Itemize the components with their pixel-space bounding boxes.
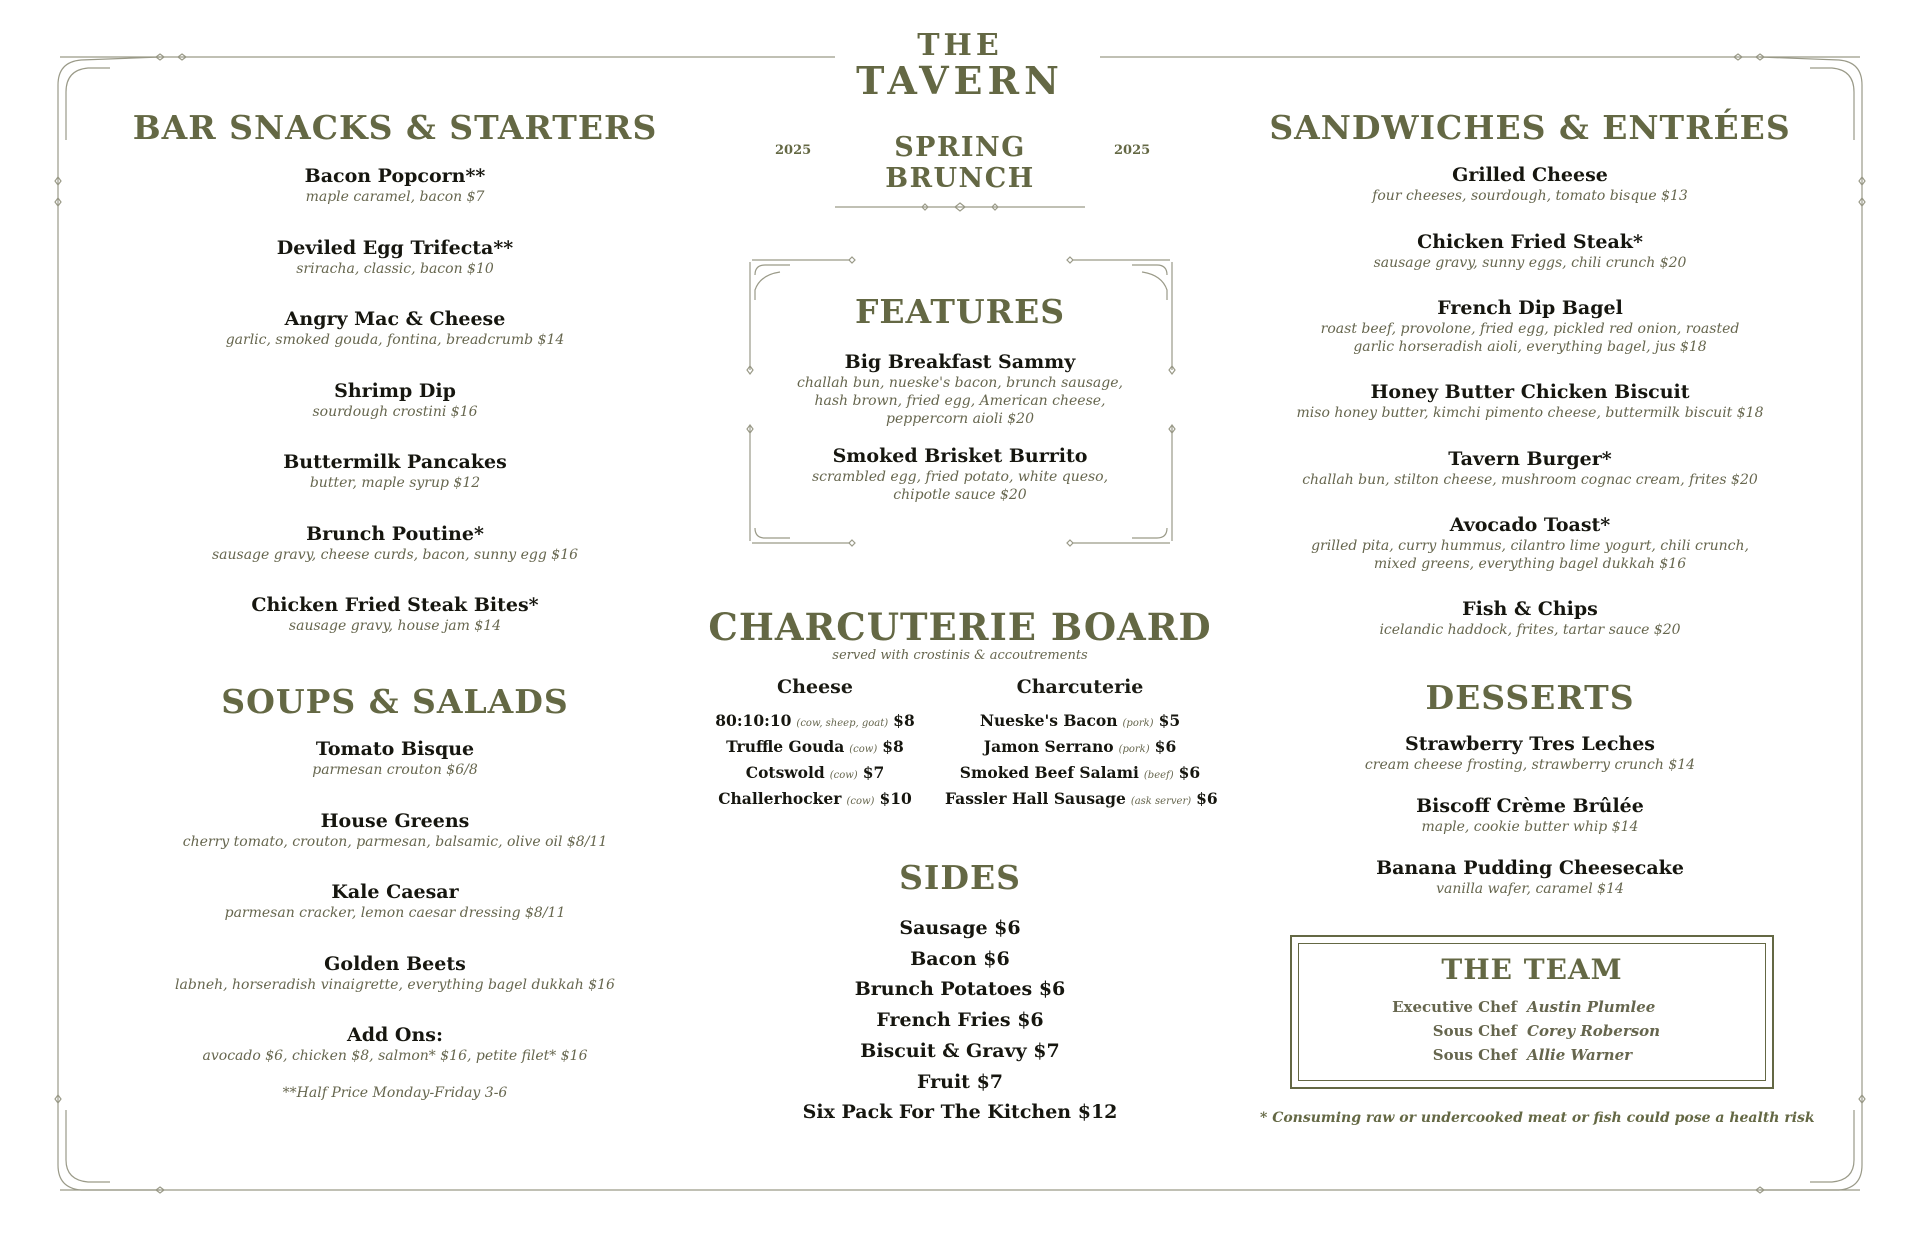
item-name: Add Ons: bbox=[346, 1024, 443, 1046]
item-desc: four cheeses, sourdough, tomato bisque $13 bbox=[1372, 188, 1688, 204]
meat-tag: (ask server) bbox=[1130, 796, 1192, 807]
health-warning: * Consuming raw or undercooked meat or fish could pose a health risk bbox=[1260, 1110, 1815, 1126]
cheese-list bbox=[700, 709, 930, 813]
menu-item bbox=[1290, 597, 1770, 639]
team-name: Allie Warner bbox=[1527, 1046, 1633, 1064]
menu-item bbox=[150, 307, 640, 379]
charcuterie-heading: CHARCUTERIE BOARD bbox=[708, 605, 1212, 649]
item-name: French Dip Bagel bbox=[1437, 297, 1623, 319]
menu-item bbox=[1290, 230, 1770, 297]
menu-item bbox=[770, 444, 1150, 504]
cheese-tag: (cow) bbox=[849, 744, 878, 755]
menu-item bbox=[1290, 296, 1770, 380]
meat-price: $6 bbox=[1154, 737, 1177, 756]
item-desc: cherry tomato, crouton, parmesan, balsamic, olive oil $8/11 bbox=[182, 833, 608, 850]
item-desc: challah bun, stilton cheese, mushroom cognac cream, frites $20 bbox=[1302, 471, 1758, 488]
item-name: House Greens bbox=[320, 809, 470, 832]
cheese-name: 80:10:10 bbox=[715, 711, 792, 730]
item-name: Tavern Burger* bbox=[1448, 447, 1612, 470]
menu-item bbox=[1290, 380, 1770, 447]
cheese-price: $8 bbox=[893, 711, 915, 730]
features-list bbox=[770, 350, 1150, 504]
item-desc: grilled pita, curry hummus, cilantro lime yogurt, chili crunch, bbox=[1311, 538, 1749, 554]
meat-price: $6 bbox=[1178, 763, 1201, 782]
sandwiches-heading: SANDWICHES & ENTRÉES bbox=[1269, 108, 1791, 147]
item-name: Grilled Cheese bbox=[1452, 164, 1608, 186]
item-desc: roast beef, provolone, fried egg, pickled red onion, roasted bbox=[1320, 321, 1740, 337]
item-name: Bacon Popcorn** bbox=[304, 165, 486, 187]
meat-price: $5 bbox=[1158, 711, 1181, 730]
meat-name: Fassler Hall Sausage bbox=[945, 789, 1126, 808]
item-name: Buttermilk Pancakes bbox=[283, 451, 507, 473]
menu-item bbox=[1290, 513, 1770, 597]
cheese-tag: (cow, sheep, goat) bbox=[796, 718, 889, 729]
team-list bbox=[1290, 995, 1774, 1067]
item-desc: challah bun, nueske's bacon, brunch sausage, bbox=[797, 375, 1123, 391]
item-desc: peppercorn aioli $20 bbox=[886, 411, 1034, 427]
item-name: Biscoff Crème Brûlée bbox=[1416, 795, 1644, 817]
meat-item bbox=[945, 735, 1215, 761]
logo-line-1: THE bbox=[917, 28, 1003, 63]
cheese-tag: (cow) bbox=[846, 796, 875, 807]
item-desc: garlic horseradish aioli, everything bagel, jus $18 bbox=[1353, 339, 1707, 355]
menu-item bbox=[1290, 163, 1770, 230]
item-name: Shrimp Dip bbox=[334, 379, 456, 402]
menu-item bbox=[150, 522, 640, 594]
item-desc: chipotle sauce $20 bbox=[893, 487, 1027, 503]
item-name: Smoked Brisket Burrito bbox=[832, 445, 1088, 467]
item-name: Kale Caesar bbox=[331, 881, 459, 903]
item-desc: sriracha, classic, bacon $10 bbox=[296, 260, 494, 277]
item-name: Avocado Toast* bbox=[1449, 514, 1611, 536]
meat-price: $6 bbox=[1196, 789, 1218, 808]
tavern-logo bbox=[840, 28, 1080, 103]
side-item: Fruit $7 bbox=[916, 1070, 1004, 1093]
logo-line-2: TAVERN bbox=[856, 58, 1064, 103]
charcuterie-meat-list bbox=[945, 709, 1218, 813]
item-name: Tomato Bisque bbox=[315, 738, 475, 760]
meat-tag: (pork) bbox=[1122, 718, 1154, 729]
meat-name: Jamon Serrano bbox=[983, 737, 1114, 756]
team-name: Corey Roberson bbox=[1527, 1022, 1661, 1040]
cheese-name: Cotswold bbox=[745, 763, 825, 782]
item-desc: vanilla wafer, caramel $14 bbox=[1436, 881, 1624, 897]
sandwiches-list bbox=[1290, 163, 1770, 639]
item-desc: mixed greens, everything bagel dukkah $16 bbox=[1373, 556, 1687, 572]
cheese-heading: Cheese bbox=[777, 676, 853, 698]
menu-item bbox=[150, 164, 640, 236]
meat-name: Nueske's Bacon bbox=[979, 711, 1118, 730]
item-name: Angry Mac & Cheese bbox=[284, 308, 506, 330]
item-desc: cream cheese frosting, strawberry crunch $14 bbox=[1364, 757, 1696, 773]
side-item: Brunch Potatoes $6 bbox=[854, 978, 1066, 1001]
item-desc: hash brown, fried egg, American cheese, bbox=[814, 393, 1106, 409]
sides-heading: SIDES bbox=[899, 858, 1021, 897]
cheese-item bbox=[700, 735, 930, 761]
menu-item bbox=[150, 593, 640, 665]
item-desc: maple, cookie butter whip $14 bbox=[1421, 819, 1639, 835]
team-member bbox=[1290, 1019, 1774, 1043]
item-desc: avocado $6, chicken $8, salmon* $16, petite filet* $16 bbox=[202, 1048, 588, 1064]
half-price-note: **Half Price Monday-Friday 3-6 bbox=[282, 1085, 508, 1101]
year-left: 2025 bbox=[775, 143, 812, 158]
menu-item bbox=[150, 737, 640, 809]
cheese-item bbox=[700, 787, 930, 813]
meat-name: Smoked Beef Salami bbox=[959, 763, 1139, 782]
team-name: Austin Plumlee bbox=[1527, 998, 1656, 1016]
menu-item bbox=[150, 379, 640, 451]
charcuterie-meat-heading: Charcuterie bbox=[1016, 676, 1144, 698]
desserts-heading: DESSERTS bbox=[1425, 678, 1635, 717]
menu-item bbox=[150, 880, 640, 952]
cheese-item bbox=[700, 761, 930, 787]
features-heading: FEATURES bbox=[854, 292, 1066, 331]
item-desc: miso honey butter, kimchi pimento cheese, buttermilk biscuit $18 bbox=[1296, 405, 1764, 421]
side-item: Biscuit & Gravy $7 bbox=[860, 1039, 1060, 1062]
menu-title: SPRING BRUNCH bbox=[885, 132, 1035, 194]
item-desc: parmesan cracker, lemon caesar dressing $8/11 bbox=[224, 905, 566, 921]
item-name: Big Breakfast Sammy bbox=[844, 351, 1076, 373]
team-role: Sous Chef bbox=[1432, 1046, 1517, 1064]
item-name: Banana Pudding Cheesecake bbox=[1376, 857, 1684, 879]
item-desc: sourdough crostini $16 bbox=[312, 403, 478, 420]
item-name: Chicken Fried Steak Bites* bbox=[251, 594, 539, 616]
menu-item bbox=[770, 350, 1150, 444]
bar-snacks-heading: BAR SNACKS & STARTERS bbox=[132, 108, 658, 147]
item-name: Deviled Egg Trifecta** bbox=[276, 236, 514, 259]
desserts-list bbox=[1290, 732, 1770, 898]
meat-tag: (beef) bbox=[1143, 770, 1174, 781]
item-desc: parmesan crouton $6/8 bbox=[312, 762, 478, 778]
menu-item bbox=[150, 952, 640, 1024]
meat-item bbox=[945, 787, 1218, 813]
side-item: French Fries $6 bbox=[876, 1009, 1044, 1032]
menu-item bbox=[150, 450, 640, 522]
menu-item bbox=[1290, 794, 1770, 856]
team-heading: THE TEAM bbox=[1441, 953, 1623, 986]
item-name: Chicken Fried Steak* bbox=[1417, 230, 1643, 253]
meat-tag: (pork) bbox=[1118, 744, 1150, 755]
soups-salads-list bbox=[150, 737, 640, 1101]
meat-item bbox=[945, 761, 1215, 787]
menu-item bbox=[1290, 447, 1770, 514]
item-name: Honey Butter Chicken Biscuit bbox=[1370, 381, 1690, 403]
team-member bbox=[1290, 995, 1774, 1019]
item-desc: sausage gravy, sunny eggs, chili crunch $20 bbox=[1373, 254, 1687, 271]
year-right: 2025 bbox=[1114, 143, 1151, 158]
item-name: Strawberry Tres Leches bbox=[1404, 733, 1655, 755]
side-item: Six Pack For The Kitchen $12 bbox=[802, 1101, 1118, 1124]
item-desc: labneh, horseradish vinaigrette, everything bagel dukkah $16 bbox=[175, 976, 615, 993]
item-desc: garlic, smoked gouda, fontina, breadcrumb $14 bbox=[225, 332, 565, 348]
item-desc: butter, maple syrup $12 bbox=[309, 475, 481, 491]
soups-salads-heading: SOUPS & SALADS bbox=[221, 682, 569, 721]
sides-list bbox=[720, 913, 1200, 1128]
team-role: Executive Chef bbox=[1392, 998, 1517, 1016]
cheese-price: $10 bbox=[879, 789, 912, 808]
menu-item bbox=[1290, 732, 1770, 794]
item-desc: icelandic haddock, frites, tartar sauce $20 bbox=[1379, 622, 1681, 638]
cheese-price: $8 bbox=[882, 737, 904, 756]
side-item: Sausage $6 bbox=[899, 917, 1021, 939]
item-desc: sausage gravy, house jam $14 bbox=[288, 618, 502, 634]
item-desc: sausage gravy, cheese curds, bacon, sunny egg $16 bbox=[211, 546, 579, 563]
team-role: Sous Chef bbox=[1432, 1022, 1517, 1040]
menu-item bbox=[150, 809, 640, 881]
cheese-item bbox=[700, 709, 930, 735]
item-name: Fish & Chips bbox=[1462, 598, 1598, 620]
team-member bbox=[1290, 1043, 1774, 1067]
bar-snacks-list bbox=[150, 164, 640, 665]
item-desc: scrambled egg, fried potato, white queso, bbox=[811, 469, 1109, 485]
menu-item bbox=[150, 236, 640, 308]
item-name: Brunch Poutine* bbox=[306, 522, 484, 545]
menu-item bbox=[1290, 856, 1770, 898]
item-name: Golden Beets bbox=[324, 952, 466, 975]
cheese-name: Truffle Gouda bbox=[726, 737, 845, 756]
cheese-price: $7 bbox=[862, 763, 885, 782]
menu-item bbox=[150, 1023, 640, 1085]
item-desc: maple caramel, bacon $7 bbox=[305, 189, 485, 205]
cheese-tag: (cow) bbox=[829, 770, 858, 781]
side-item: Bacon $6 bbox=[910, 947, 1010, 970]
cheese-name: Challerhocker bbox=[718, 789, 842, 808]
meat-item bbox=[945, 709, 1215, 735]
charcuterie-subtitle: served with crostinis & accoutrements bbox=[832, 648, 1088, 663]
